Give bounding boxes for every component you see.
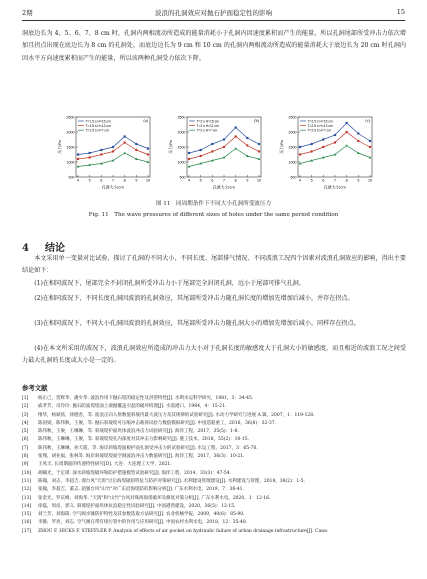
reference-number: [1] bbox=[22, 396, 29, 401]
x-tick-label: 4 bbox=[77, 178, 79, 183]
data-point bbox=[334, 134, 336, 136]
y-tick-label: 1500 bbox=[177, 145, 186, 150]
data-point bbox=[310, 150, 312, 152]
legend-entry: T=2 s H=7 cm bbox=[196, 128, 218, 133]
data-point bbox=[311, 143, 313, 145]
y-tick-label: 500 bbox=[68, 175, 75, 180]
reference-item bbox=[22, 436, 407, 444]
y-tick-label: 2500 bbox=[177, 115, 186, 120]
reference-item bbox=[22, 519, 407, 527]
reference-item bbox=[22, 403, 407, 411]
data-point bbox=[346, 122, 348, 124]
y-axis-label: 压力/Pa bbox=[168, 140, 173, 154]
data-point bbox=[135, 143, 137, 145]
y-tick-label: 2000 bbox=[177, 130, 186, 135]
reference-text: 张翔，胡业福，张林等. 海岸斜坡堤堤面空洞波浪冲击力数值研究[J]. 海洋工程，2017，36(3)：10-21. bbox=[38, 454, 245, 460]
x-tick-label: 5 bbox=[88, 178, 91, 183]
data-point bbox=[223, 138, 225, 140]
reference-text: 陈翰，刘志，李超吉. 漫台风"天鸽"过后海堤破损特征与防护对策研究[J]. 水利建设管理建设[J]. 水利建设与管理，2018，38(2)：1-5. bbox=[38, 478, 306, 484]
y-tick-label: 1000 bbox=[66, 160, 75, 165]
x-tick-label: 9 bbox=[246, 178, 249, 183]
legend-entry: T=2 s H=11 cm bbox=[196, 123, 219, 128]
section-heading bbox=[22, 239, 65, 254]
y-axis-label: 压力/Pa bbox=[57, 140, 62, 154]
x-axis-label: 孔洞大小/cm bbox=[323, 184, 347, 190]
y-tick-label: 1000 bbox=[177, 160, 186, 165]
data-point bbox=[188, 152, 190, 154]
data-point bbox=[357, 140, 359, 142]
data-point bbox=[123, 152, 126, 154]
reference-number: [12] bbox=[22, 487, 32, 493]
reference-number: [7] bbox=[22, 445, 29, 451]
data-point bbox=[77, 158, 79, 160]
x-tick-label: 10 bbox=[257, 178, 261, 183]
data-point bbox=[112, 146, 114, 148]
data-point bbox=[135, 149, 137, 151]
reference-text: 戚孝芳，司玲玲. 抛石防波堤堤面上滚抛覆盖引起的破坏机理[J]. 水道港口，1984，4：15-21. bbox=[38, 404, 227, 410]
x-tick-label: 10 bbox=[368, 178, 372, 183]
reference-text: 陈伟秋，王琳琳，孙天霞，等. 海岸斜坡堤面板护面孔洞受冲击力的试验研究[J]. 水运工程，2017，3：65-70. bbox=[38, 445, 258, 451]
page-number: 15 bbox=[396, 8, 405, 16]
data-point bbox=[345, 144, 348, 146]
data-point bbox=[235, 126, 237, 128]
running-header bbox=[22, 6, 405, 21]
figure-11 bbox=[56, 113, 376, 191]
reference-number: [14] bbox=[22, 503, 32, 509]
y-axis-label: 压力/Pa bbox=[279, 140, 284, 154]
data-point bbox=[234, 135, 236, 137]
y-tick-label: 500 bbox=[179, 175, 186, 180]
legend-entry: T=2 s H=15 cm bbox=[196, 119, 220, 124]
reference-text: ZHOU F, HICKS F, STEFFLER P. Analysis of effects of air pocket on hydraulic failure of urban drainage infrastructure[J]. Cana- bbox=[38, 528, 329, 534]
reference-text: 陈伟秋，王俊，王琳琳，等. 斜坡堤护面块体波浪冲击力试验研究[J]. 海洋工程，2017，35(5)：1-8. bbox=[38, 429, 239, 435]
reference-text: 陈国梁，陈伟秋，王俊，等. 抛石斜坡堤可压缩冲击载荷试验与数值模拟研究[J]. 中国造船重工，2016，36(8)：32-37. bbox=[38, 420, 276, 426]
y-tick-label: 1500 bbox=[288, 145, 297, 150]
x-tick-label: 8 bbox=[234, 178, 237, 183]
reference-number: [10] bbox=[22, 470, 32, 476]
panel-label: (b) bbox=[254, 118, 259, 123]
data-point bbox=[258, 143, 260, 145]
data-point bbox=[369, 146, 371, 148]
data-point bbox=[100, 153, 102, 155]
legend-entry: T=1.5 s H=7 cm bbox=[85, 128, 109, 133]
reference-number: [9] bbox=[22, 462, 29, 468]
x-tick-label: 4 bbox=[299, 178, 301, 183]
x-tick-label: 10 bbox=[146, 178, 150, 183]
section-title: 结论 bbox=[44, 243, 65, 254]
data-point bbox=[322, 138, 324, 140]
x-tick-label: 6 bbox=[211, 178, 214, 183]
reference-item bbox=[22, 511, 407, 519]
data-point bbox=[246, 144, 248, 146]
data-point bbox=[199, 155, 201, 157]
reference-number: [6] bbox=[22, 437, 29, 443]
reference-number: [3] bbox=[22, 412, 29, 418]
data-point bbox=[188, 158, 190, 160]
data-point bbox=[299, 146, 301, 148]
panel-label: (a) bbox=[143, 118, 148, 123]
reference-item bbox=[22, 486, 407, 494]
running-title: 波浪的孔洞效应对抛石护面稳定性的影响 bbox=[155, 9, 272, 17]
reference-text: 胡曦光，于定谭. 深水斜坡堤破坏和防护措施模型试验研究[J]. 海洋工程，2014，33(3)：47-54. bbox=[38, 470, 231, 476]
reference-item bbox=[22, 428, 407, 436]
x-tick-label: 5 bbox=[199, 178, 202, 183]
figure-caption-cn: 图 11 同周期条件下不同大小孔洞所受波压力 bbox=[155, 201, 272, 207]
data-point bbox=[299, 153, 301, 155]
reference-item bbox=[22, 495, 407, 503]
data-point bbox=[89, 152, 91, 154]
data-point bbox=[211, 150, 213, 152]
reference-number: [16] bbox=[22, 520, 32, 526]
data-point bbox=[334, 141, 336, 143]
reference-number: [2] bbox=[22, 404, 29, 410]
data-point bbox=[88, 156, 90, 158]
x-tick-label: 8 bbox=[345, 178, 348, 183]
reference-list bbox=[22, 395, 407, 536]
conclusion-intro: 本文采用单一变量对比试验，探讨了孔洞的不同大小、不同长度、尾部排气情况、不同波浪工况四个因素对波浪孔洞效应的影响，得出主要结论如下： bbox=[22, 255, 406, 275]
reference-item bbox=[22, 503, 407, 511]
data-point bbox=[123, 141, 125, 143]
reference-item bbox=[22, 528, 407, 536]
data-point bbox=[147, 153, 149, 155]
reference-item bbox=[22, 420, 407, 428]
panel-label: (c) bbox=[365, 118, 370, 123]
x-tick-label: 9 bbox=[135, 178, 138, 183]
section-number: 4 bbox=[22, 243, 29, 254]
legend-entry: T=1.5 s H=15 cm bbox=[85, 119, 111, 124]
x-axis-label: 孔洞大小/cm bbox=[212, 184, 236, 190]
reference-number: [11] bbox=[22, 478, 32, 484]
x-tick-label: 7 bbox=[112, 178, 114, 183]
figure-caption-en: Fig. 11 The wave pressures of different sizes of holes under the same period condition bbox=[88, 212, 339, 218]
data-point bbox=[200, 149, 202, 151]
reference-item bbox=[22, 461, 407, 469]
x-tick-label: 6 bbox=[100, 178, 103, 183]
conclusion-item: (4)在本文所采用的波况下，波浪孔洞效应所造成的冲击力大小对于孔洞长度的敏感度大于孔洞大小的敏感度，而且相近的波浪工况之间受力最大孔洞的长度或大小是一定的。 bbox=[22, 345, 406, 365]
reference-number: [5] bbox=[22, 429, 29, 435]
chart-panel-a bbox=[56, 113, 154, 191]
data-point bbox=[258, 150, 260, 152]
reference-text: 杨正己，贺辉华，潘少华. 波浪作用下抛石堤的稳定性及洪涝特性[J]. 水利水运科学研究，1981，3：34-45. bbox=[38, 396, 254, 401]
conclusion-item: (1)在相同波况下，尾部完全不封闭孔洞所受冲击力小于尾部完全封闭孔洞，远小于尾部可排气孔洞。 bbox=[34, 280, 305, 287]
reference-number: [8] bbox=[22, 454, 29, 460]
y-tick-label: 1500 bbox=[66, 145, 75, 150]
intro-paragraph: 洞底边长为 4、5、6、7、8 cm 时，孔洞内两相流动所造成的能量消耗小于孔洞内因速度累积而产生的能量，所以孔洞尾部所受冲击力依次增加且拐点出现在底边长为 8 cm 的孔洞处。而底边边长为 9 cm 和 10 cm 的孔洞内两相流动所造成的能量消耗大于底边长为 20 cm 时孔洞内因水平方向速度累积而产生的能量，所以该两种孔洞受力依次下降。 bbox=[22, 30, 406, 62]
legend-entry: T=2.5 s H=15 cm bbox=[307, 119, 333, 124]
data-point bbox=[124, 135, 126, 137]
data-point bbox=[246, 137, 248, 139]
y-tick-label: 500 bbox=[290, 175, 297, 180]
y-tick-label: 2000 bbox=[288, 130, 297, 135]
data-point bbox=[369, 140, 371, 142]
x-axis-label: 孔洞大小/cm bbox=[101, 184, 125, 190]
data-point bbox=[100, 149, 102, 151]
reference-item bbox=[22, 412, 407, 420]
chart-panel-b bbox=[167, 113, 265, 191]
x-tick-label: 9 bbox=[357, 178, 360, 183]
reference-number: [15] bbox=[22, 512, 32, 518]
x-tick-label: 7 bbox=[334, 178, 336, 183]
reference-number: [4] bbox=[22, 420, 29, 426]
issue-number: 2期 bbox=[22, 9, 33, 17]
data-point bbox=[322, 146, 324, 148]
reference-number: [17] bbox=[22, 528, 32, 534]
data-point bbox=[345, 131, 347, 133]
reference-item bbox=[22, 470, 407, 478]
reference-text: 徐磊，周彦，郭义. 斜坡堤护面块体抗浪稳定性试验研究[J]. 中国港湾建设，2020，36(5)：12-15. bbox=[38, 503, 236, 509]
reference-text: 王凤天. 长周期波的传递特性研究[D]. 大连：大连理工大学，2021. bbox=[38, 462, 172, 468]
reference-item bbox=[22, 445, 407, 453]
chart-panel-c bbox=[278, 113, 376, 191]
y-tick-label: 2000 bbox=[66, 130, 75, 135]
conclusion-item: (3)在相同波况下，不同大小孔洞因波浪的孔洞效应，其尾部所受冲击力随孔洞大小的增加先增加后减小，同样存在拐点。 bbox=[34, 320, 360, 327]
reference-text: 刘兰芳，刘海阳. 空气阀水锤防护特性及其参数选取方法研究[J]. 农业机械学报，2009，40(6)：85-90. bbox=[38, 512, 245, 518]
reference-text: 惰华，杨斌扬，徐德善，等. 波浪正向入射数值斜坡内最大波压力及其规律的试验研究[J]. 水动力学研究与进展 A 辑，2007，1：119-128. bbox=[38, 412, 315, 418]
data-point bbox=[234, 147, 237, 149]
conclusion-item: (2)在相同波况下，不同长度孔洞因波浪的孔洞效应，其尾部所受冲击力随孔洞长度的增加先增加后减小，并存在拐点。 bbox=[34, 295, 354, 302]
reference-text: 陈伟秋，王琳琳，王俊，等. 斜坡堤堤孔内深度对其冲击力影响研究[J]. 港工技术，2018，55(2)：10-15. bbox=[38, 437, 249, 443]
reference-text: 李静，罗亮，刘志. 空气阀在带有排污管中的作用与应用研究[J]. 中国农村水利水电，2018，12：35-40. bbox=[38, 520, 248, 526]
reference-item bbox=[22, 453, 407, 461]
x-tick-label: 4 bbox=[188, 178, 190, 183]
data-point bbox=[211, 143, 213, 145]
x-tick-label: 7 bbox=[223, 178, 225, 183]
data-point bbox=[147, 147, 149, 149]
data-point bbox=[357, 132, 359, 134]
x-tick-label: 6 bbox=[322, 178, 325, 183]
reference-text: 张金光，罗庆峰，刘海华. "天鸽"和"山竹"台风对珠海海堤破坏及修复对策分析[J]. 广东水利水电，2020，1：12-16. bbox=[38, 495, 271, 501]
y-tick-label: 2500 bbox=[288, 115, 297, 120]
reference-text: 张翰，李超吉，董志. 超强台风"山竹"对广东沿海堤防的影响分析[J]. 广东水利水电，2019，7：38-41. bbox=[38, 487, 244, 493]
reference-number: [13] bbox=[22, 495, 32, 501]
y-tick-label: 2500 bbox=[66, 115, 75, 120]
data-point bbox=[112, 150, 114, 152]
y-tick-label: 1000 bbox=[288, 160, 297, 165]
data-point bbox=[223, 146, 225, 148]
data-point bbox=[77, 153, 79, 155]
references-heading: 参考文献 bbox=[22, 384, 48, 392]
reference-item bbox=[22, 478, 407, 486]
legend-entry: T=1.5 s H=13 cm bbox=[85, 123, 111, 128]
legend-entry: T=2.5 s H=13 cm bbox=[307, 123, 333, 128]
reference-item bbox=[22, 395, 407, 403]
x-tick-label: 8 bbox=[123, 178, 126, 183]
x-tick-label: 5 bbox=[310, 178, 313, 183]
legend-entry: T=2.5 s H=7 cm bbox=[307, 128, 331, 133]
